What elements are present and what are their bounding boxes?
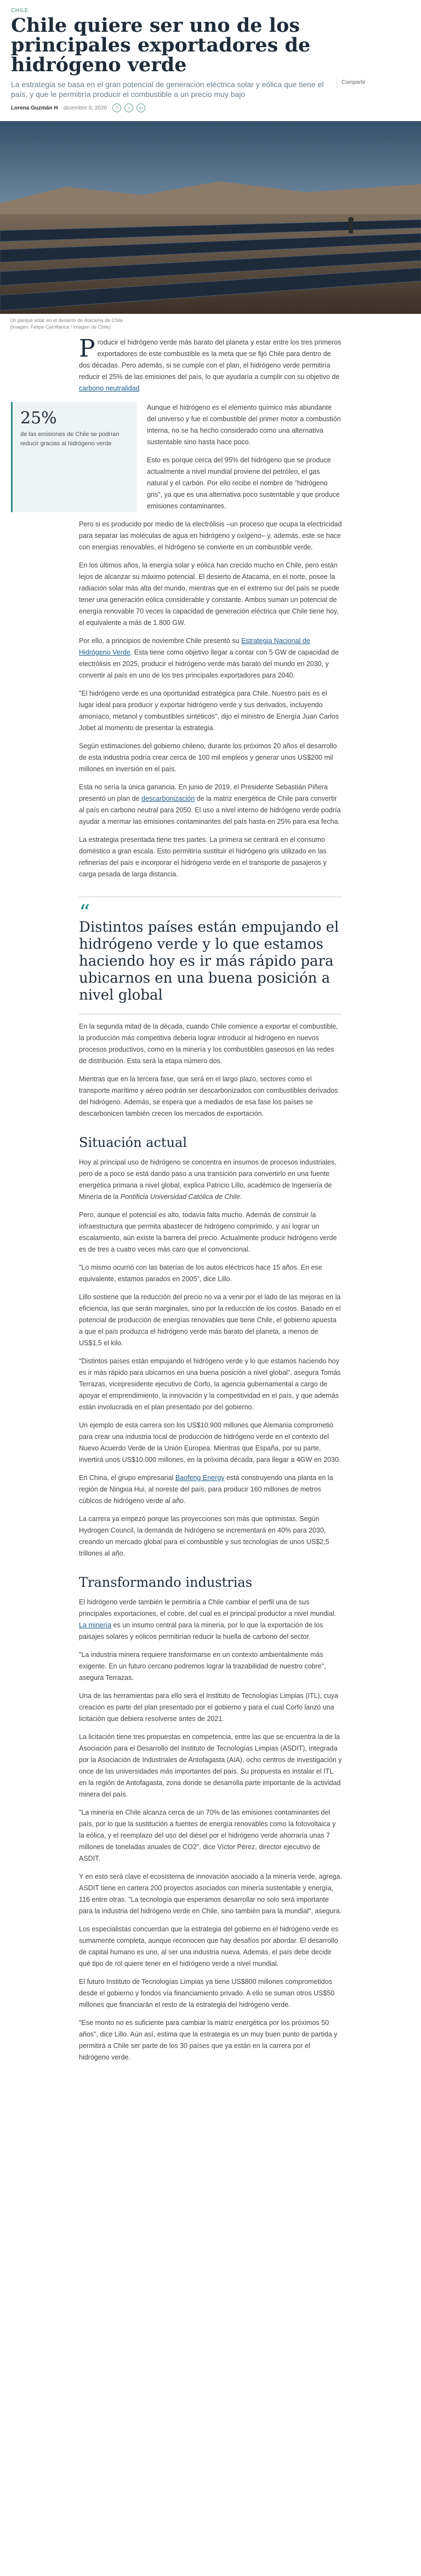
solar-park-illustration — [0, 121, 421, 314]
paragraph: Pero si es producido por medio de la electrólisis –un proceso que ocupa la electricidad para separar las moléculas de agua en hidrógeno y oxígeno– y, además, este se hace con energías renovables, el hidrógeno se convierte en un combustible verde. — [79, 520, 342, 551]
stat-text: de las emisiones de Chile se podrían reducir gracias al hidrógeno verde — [20, 431, 120, 447]
paragraph: Hoy al principal uso de hidrógeno se concentra en insumos de procesos industriales, pero de a poco se está dando paso a una transición para convertirlo en una fuente energética primaria a nivel global, explica Patricio Lillo, académico de Ingeniería de Minería de la Pontificia Universidad Católica de Chile. — [79, 1158, 337, 1201]
paragraph: Pero, aunque el potencial es alto, todavía falta mucho. Además de construir la infraestructura que permita abastecer de hidrógeno comprimido, y así lograr un escalamiento, aún existe la barrera del precio. Actualmente producir hidrógeno verde es de tres a cuatro veces más caro que el convencional. — [79, 1211, 337, 1253]
paragraph: "Distintos países están empujando el hidrógeno verde y lo que estamos haciendo hoy es ir más rápido para ubicarnos en una buena posición a nivel global", asegura Tomás Terrazas, vicepresidente ejecutivo de Corfo, la agencia gubernamental a cargo de apoyar el emprendimiento, la innovación y la competitividad en el país, y que además están involucrada en el plan presentado por del gobierno. — [79, 1357, 341, 1411]
hero-image — [0, 121, 421, 314]
article-subtitle: La estrategia se basa en el gran potencial de generación eléctrica solar y eólica que tiene el país, y que le permitiría producir el combustible a un precio muy bajo — [11, 80, 324, 99]
facebook-icon[interactable]: f — [112, 104, 121, 112]
category-label[interactable]: CHILE — [11, 8, 29, 14]
paragraph: Un ejemplo de esta carrera son los US$10.900 millones que Alemania comprometió para crear una industria local de producción de hidrógeno verde en el contexto del Nuevo Acuerdo Verde de la Unión Europea. Mientras que España, por su parte, invertirá unos US$10.000 millones, en la próxima década, para llegar a 4GW en 2030. — [79, 1421, 341, 1464]
article-title: Chile quiere ser uno de los principales exportadores de hidrógeno verde — [11, 14, 311, 76]
paragraph: "El hidrógeno verde es una oportunidad estratégica para Chile. Nuestro país es el lugar ideal para producir y exportar hidrógeno verde y sus derivados, incluyendo amoníaco, metanol y combustibles sintéticos", dijo el ministro de Energía Juan Carlos Jobet al momento de presentar la estrategia. — [79, 690, 339, 732]
paragraph: Esto es porque cerca del 95% del hidrógeno que se produce actualmente a nivel mundial proviene del petróleo, el gas natural y el carbón. Por ello recibe el nombre de "hidrógeno gris", ya que es una alternativa poco sustentable y que produce emisiones contaminantes. — [147, 456, 340, 510]
hero-caption: Un parque solar en el desierto de Atacama de Chile (Imagen: Felipe Carrillanca / Imagen de Chile) — [10, 318, 123, 330]
social-links — [112, 104, 145, 112]
paragraph: En la segunda mitad de la década, cuando Chile comience a exportar el combustible, la producción más competitiva debería lograr introducir al hidrógeno en nuevos procesos productivos, como en la minería y los combustibles gaseosos en las redes de distribución. Esta será la etapa número dos. — [79, 1023, 338, 1065]
share-button[interactable]: Compartir — [337, 79, 366, 88]
carbon-neutrality-link[interactable]: carbono neutralidad — [79, 385, 140, 392]
paragraph: Aunque el hidrógeno es el elemento químico más abundante del universo y fue el combustible del primer motor a combustión interna, no se ha hecho considerado como una alternativa sustentable sino hasta hace poco. — [147, 404, 341, 446]
pull-quote — [79, 897, 342, 1014]
paragraph: Esta no sería la única ganancia. En junio de 2019, el Presidente Sebastián Piñera presentó un plan de descarbonización de la matriz energética de Chile para convertir al país en carbono neutral para 2050. El uso a nivel interno de hidrógeno verde podría ayudar a mermar las emisiones contaminantes del país hasta en 25% para esa fecha. — [79, 783, 341, 825]
publish-date: diciembre 9, 2020 — [63, 105, 107, 111]
twitter-icon[interactable]: t — [124, 104, 133, 112]
pull-quote-text: Distintos países están empujando el hidrógeno verde y lo que estamos haciendo hoy es ir más rápido para ubicarnos en una buena posición a nivel global — [79, 919, 339, 1003]
paragraph: En los últimos años, la energía solar y eólica han crecido mucho en Chile, pero están lejos de alcanzar su máximo potencial. El desierto de Atacama, en el norte, posee la radiación solar más alta del mundo, mientras que en el extremo sur del país se puede tener una generación eólica considerable y constante. Ambos suman un potencial de energía renovable 70 veces la capacidad de generación eléctrica que Chile tiene hoy, el equivalente a más de 1.800 GW. — [79, 561, 340, 627]
paragraph: Una de las herramientas para ello será el Instituto de Tecnologías Limpias (ITL), cuya creación es parte del plan presentado por el gobierno y para el cual Corfo lanzó una licitación que debiera resolverse antes de 2021. — [79, 1692, 338, 1723]
paragraph: Los especialistas concuerdan que la estrategia del gobierno en el hidrógeno verde es sumamente completa, aunque reconocen que hay desafíos por abordar. El desarrollo de capital humano es uno, al ser una industria nueva. Además, el país debe decidir qué tipo de rol quiere tener en el hidrógeno verde a nivel mundial. — [79, 1925, 339, 1967]
paragraph: Lillo sostiene que la reducción del precio no va a venir por el lado de las mejoras en la eficiencia, las que serán marginales, sino por la reducción de los costos. Basado en el potencial de producción de energías renovables que tiene Chile, el gobierno apuesta a que el país produzca el hidrógeno verde más barato del planeta, a menos de US$1,5 el kilo. — [79, 1293, 341, 1347]
baofeng-link[interactable]: Baofeng Energy — [175, 1474, 225, 1482]
paragraph: La licitación tiene tres propuestas en competencia, entre las que se encuentra la de la Asociación para el Desarrollo del Instituto de Tecnologías Limpias (ASDIT), integrada por la Asociación de Industriales de Antofagasta (AIA), ocho centros de investigación y once de las universidades más importantes del país. Su propuesta es instalar el ITL en la región de Antofagasta, zona donde se desarrolla parte importante de la actividad minera del país. — [79, 1733, 342, 1798]
quote-mark-icon: “ — [79, 900, 90, 926]
author-name[interactable]: Lorena Guzmán H — [11, 105, 58, 111]
stat-side-text — [147, 402, 342, 512]
drop-cap: P — [79, 335, 95, 363]
paragraph: La carrera ya empezó porque las proyecciones son más que optimistas. Según Hydrogen Council, la demanda de hidrógeno se incrementará en 40% para 2030, creando un mercado global para el combustible y sus tecnologías de unos US$2,5 trillones al año. — [79, 1515, 329, 1557]
article-meta — [11, 104, 410, 112]
paragraph: "Lo mismo ocurrió con las baterías de los autos eléctricos hace 15 años. En ese equivalente, estamos parados en 2005", dice Lillo. — [79, 1264, 322, 1283]
paragraph: Según estimaciones del gobierno chileno, durante los próximos 20 años el desarrollo de esta industria podría crear cerca de 100 mil empleos y generar unos US$200 mil millones en inversión en el país. — [79, 742, 337, 773]
section-heading: Situación actual — [79, 1135, 187, 1150]
article-body — [0, 337, 421, 2063]
paragraph: Mientras que en la tercera fase, que será en el largo plazo, sectores como el transporte marítimo y aéreo podrán ser descarbonizados con combustibles derivados del hidrógeno. Además, se espera que a mediados de esa fase los países se descarbonicen también crecen los mercados de exportación. — [79, 1075, 338, 1117]
paragraph: "La industria minera requiere transformarse en un contexto ambientalmente más exigente. En un futuro cercano podremos lograr la trazabilidad de nuestro cobre", asegura Terrazas. — [79, 1651, 326, 1682]
paragraph: El hidrógeno verde también le permitiría a Chile cambiar el perfil una de sus principales exportaciones, el cobre, del cual es el principal productor a nivel mundial. La minería es un insumo central para la minería, por lo que la exportación de los paisajes solares y eólicos permitirían reducir la huella de carbono del sector. — [79, 1598, 337, 1640]
linkedin-icon[interactable]: in — [136, 104, 145, 112]
intro-paragraph: Producir el hidrógeno verde más barato del planeta y estar entre los tres primeros exportadores de este combustible es la meta que se fijó Chile para dentro de dos décadas. Pero además, si se cumple con el plan, el hidrógeno verde permitiría reducir el 25% de las emisiones del país, lo que ayudaría a cumplir con su objetivo de carbono neutralidad — [79, 335, 342, 392]
paragraph: "Ese monto no es suficiente para cambiar la matriz energética por los próximos 50 años", dice Lillo. Aún así, estima que la estrategia es un muy buen punto de partida y permitirá a Chile ser parte de los 30 países que ya están en la carrera por el hidrógeno verde. — [79, 2019, 338, 2061]
stat-number: 25% — [20, 409, 57, 428]
subtitle-row — [11, 79, 410, 99]
university-name: Pontificia Universidad Católica de Chile — [120, 1193, 240, 1201]
paragraph: En China, el grupo empresarial Baofeng Energy está construyendo una planta en la región de Ningxia Hui, al noreste del país, para producir 160 millones de metros cúbicos de hidrógeno verde al año. — [79, 1474, 333, 1505]
strategy-link[interactable]: Estrategia Nacional de Hidrógeno Verde — [79, 637, 310, 656]
paragraph: "La minería en Chile alcanza cerca de un 70% de las emisiones contaminantes del país, por lo que la sustitución a fuentes de energía renovables como la fotovoltaica y la eólica, y el reemplazo del uso del diésel por el hidrógeno verde ahorraría unas 7 millones de toneladas anuales de CO2", dice Víctor Pérez, director ejecutivo de ASDIT. — [79, 1809, 336, 1862]
section-heading: Transformando industrias — [79, 1575, 253, 1590]
decarbonization-link[interactable]: descarbonización — [141, 795, 195, 802]
paragraph: Y en esto será clave el ecosistema de innovación asociado a la minería verde, agrega. ASDIT tiene en cartera 200 proyectos asociados con minería sustentable y energía, 116 entre otras. "La tecnología que esperamos desarrollar no solo será importante para la industria del hidrógeno verde en Chile, sino también para la mundial", asegura. — [79, 1873, 342, 1915]
article-header — [0, 0, 421, 112]
paragraph: La estrategia presentada tiene tres partes. La primera se centrará en el consumo doméstico a gran escala. Esto permitiría sustituir el hidrógeno gris utilizado en las refinerías del país e incorporar el hidrógeno verde en el transporte de pasajeros y carga pesada de larga distancia. — [79, 836, 327, 878]
paragraph: El futuro Instituto de Tecnologías Limpias ya tiene US$800 millones comprometidos desde el gobierno y fondos vía financiamiento privado. A ello se suman otros US$50 millones que financiarán el resto de la estrategia del hidrógeno verde. — [79, 1978, 335, 2009]
mining-link[interactable]: La minería — [79, 1621, 112, 1629]
stat-section — [20, 402, 342, 512]
paragraph: Por ello, a principios de noviembre Chile presentó su Estrategia Nacional de Hidrógeno Verde. Esta tiene como objetivo llegar a contar con 5 GW de capacidad de electrólisis en 2025, producir el hidrógeno verde más barato del mundo en 2030, y convertir al país en uno de los tres principales exportadores para 2040. — [79, 637, 339, 679]
stat-callout — [11, 402, 137, 512]
